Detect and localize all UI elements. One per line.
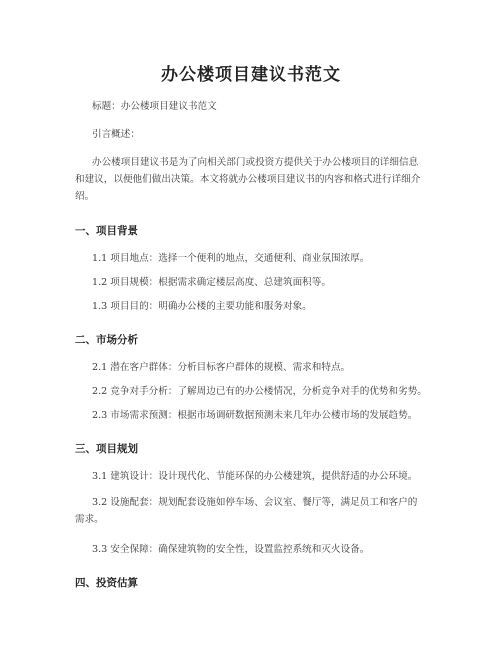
section-heading-investment: 四、投资估算 [75,577,138,589]
section-item: 1.1 项目地点：选择一个便利的地点，交通便利、商业氛围浓厚。 [92,253,370,264]
section-item: 2.1 潜在客户群体：分析目标客户群体的规模、需求和特点。 [92,362,351,373]
section-heading-background: 一、项目背景 [75,225,138,237]
section-item: 1.2 项目规模：根据需求确定楼层高度、总建筑面积等。 [92,277,331,288]
document-subtitle: 标题：办公楼项目建议书范文 [92,101,217,112]
intro-paragraph-line: 和建议，以便他们做出决策。本文将就办公楼项目建议书的内容和格式进行详细介 [75,174,421,185]
section-item: 2.2 竞争对手分析：了解周边已有的办公楼情况，分析竞争对手的优势和劣势。 [92,386,427,397]
section-heading-market: 二、市场分析 [75,334,138,346]
intro-paragraph-line: 办公楼项目建议书是为了向相关部门或投资方提供关于办公楼项目的详细信息 [92,157,419,168]
section-item: 2.3 市场需求预测：根据市场调研数据预测未来几年办公楼市场的发展趋势。 [92,410,418,421]
intro-paragraph-line: 绍。 [75,191,95,202]
intro-label: 引言概述： [92,129,140,140]
section-item: 3.1 建筑设计：设计现代化、节能环保的办公楼建筑，提供舒适的办公环境。 [92,471,418,482]
section-item: 1.3 项目目的：明确办公楼的主要功能和服务对象。 [92,301,312,312]
section-item-continuation: 需求。 [75,514,104,525]
section-heading-planning: 三、项目规划 [75,443,138,455]
section-item: 3.3 安全保障：确保建筑物的安全性，设置监控系统和灭火设备。 [92,544,370,555]
section-item: 3.2 设施配套：规划配套设施如停车场、会议室、餐厅等，满足员工和客户的 [92,497,418,508]
document-title: 办公楼项目建议书范文 [161,65,341,85]
